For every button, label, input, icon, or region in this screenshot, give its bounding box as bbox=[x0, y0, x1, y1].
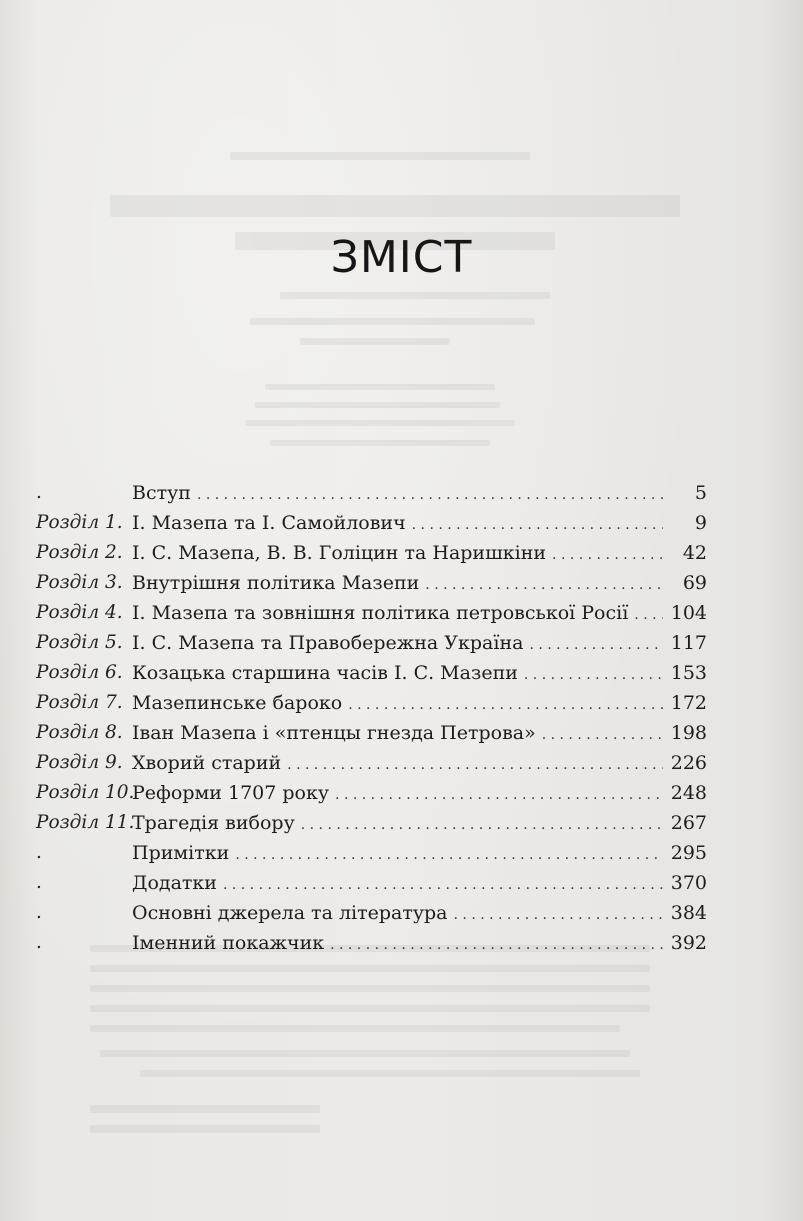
toc-row-label: Розділ 11. bbox=[36, 812, 135, 833]
bleed-through-line bbox=[265, 384, 495, 390]
toc-row-page: 295 bbox=[670, 842, 707, 864]
dot-leader bbox=[412, 510, 663, 540]
toc-row-page: 226 bbox=[670, 752, 707, 774]
dot-leader bbox=[235, 840, 663, 870]
toc-row-title: Хворий старий bbox=[132, 752, 282, 774]
dot-leader bbox=[301, 810, 663, 840]
dot-leader bbox=[552, 540, 663, 570]
toc-row-page: 198 bbox=[670, 722, 707, 744]
toc-row-page: 153 bbox=[670, 662, 707, 684]
toc-row bbox=[0, 838, 803, 868]
toc-row-title: Іменний покажчик bbox=[132, 932, 325, 954]
toc-row-title: Реформи 1707 року bbox=[132, 782, 330, 804]
bleed-through-line bbox=[270, 440, 490, 446]
bleed-through-line bbox=[90, 1025, 620, 1032]
toc-row-page: 172 bbox=[670, 692, 707, 714]
bleed-through-line bbox=[245, 420, 515, 426]
toc-row-label: Розділ 5. bbox=[36, 632, 123, 653]
toc-row bbox=[0, 808, 803, 838]
toc-row bbox=[0, 658, 803, 688]
toc-row-page: 104 bbox=[670, 602, 707, 624]
dot-leader bbox=[524, 660, 663, 690]
bleed-through-line bbox=[300, 338, 450, 345]
toc-row-title: І. С. Мазепа, В. В. Голіцин та Наришкіни bbox=[132, 542, 547, 564]
toc-row-title: І. Мазепа та зовнішня політика петровської Росії bbox=[132, 602, 629, 624]
dot-leader bbox=[454, 900, 663, 930]
dot-leader bbox=[335, 780, 663, 810]
toc-row-page: 384 bbox=[670, 902, 707, 924]
dot-leader bbox=[529, 630, 663, 660]
dot-leader bbox=[542, 720, 663, 750]
toc-row-label: Розділ 7. bbox=[36, 692, 123, 713]
toc-row bbox=[0, 898, 803, 928]
toc-row bbox=[0, 598, 803, 628]
dot-leader bbox=[634, 600, 663, 630]
toc-row bbox=[0, 568, 803, 598]
toc-row bbox=[0, 928, 803, 958]
bleed-through-line bbox=[100, 1050, 630, 1057]
toc-row-title: Примітки bbox=[132, 842, 230, 864]
toc-row-label: Розділ 4. bbox=[36, 602, 123, 623]
toc-row bbox=[0, 868, 803, 898]
toc-row-page: 42 bbox=[682, 542, 707, 564]
toc-row-label: . bbox=[36, 932, 42, 953]
bleed-through-line bbox=[280, 292, 550, 299]
toc-row-label: Розділ 6. bbox=[36, 662, 123, 683]
toc-row-title: Внутрішня політика Мазепи bbox=[132, 572, 420, 594]
toc-row-label: Розділ 2. bbox=[36, 542, 123, 563]
dot-leader bbox=[425, 570, 663, 600]
bleed-through-line bbox=[110, 195, 680, 217]
toc-row-label: . bbox=[36, 842, 42, 863]
toc-row-title: Вступ bbox=[132, 482, 191, 504]
toc-row-title: Основні джерела та література bbox=[132, 902, 448, 924]
toc-row-title: Трагедія вибору bbox=[132, 812, 295, 834]
toc-row bbox=[0, 538, 803, 568]
toc-row-page: 5 bbox=[694, 482, 707, 504]
toc-row-title: Іван Мазепа і «птенцы гнезда Петрова» bbox=[132, 722, 536, 744]
bleed-through-line bbox=[90, 1005, 650, 1012]
toc-row-label: . bbox=[36, 902, 42, 923]
bleed-through-line bbox=[90, 965, 650, 972]
toc-row bbox=[0, 628, 803, 658]
toc-row bbox=[0, 778, 803, 808]
bleed-through-line bbox=[90, 985, 650, 992]
toc-row bbox=[0, 718, 803, 748]
toc-row-title: Додатки bbox=[132, 872, 217, 894]
toc-row-page: 370 bbox=[670, 872, 707, 894]
toc-row-title: І. С. Мазепа та Правобережна Україна bbox=[132, 632, 524, 654]
toc-row-label: Розділ 10. bbox=[36, 782, 135, 803]
toc-row-page: 117 bbox=[670, 632, 707, 654]
toc-row-page: 248 bbox=[670, 782, 707, 804]
toc-row-label: Розділ 8. bbox=[36, 722, 123, 743]
toc-row bbox=[0, 508, 803, 538]
toc-row-label: . bbox=[36, 872, 42, 893]
page-title: ЗМІСТ bbox=[330, 232, 473, 283]
bleed-through-line bbox=[140, 1070, 640, 1077]
bleed-through-line bbox=[90, 1105, 320, 1113]
dot-leader bbox=[197, 480, 663, 510]
dot-leader bbox=[287, 750, 663, 780]
toc-row-label: . bbox=[36, 482, 42, 503]
dot-leader bbox=[223, 870, 663, 900]
bleed-through-line bbox=[250, 318, 535, 325]
toc-row-label: Розділ 9. bbox=[36, 752, 123, 773]
toc-row-label: Розділ 1. bbox=[36, 512, 123, 533]
toc-row-page: 69 bbox=[682, 572, 707, 594]
dot-leader bbox=[330, 930, 663, 960]
bleed-through-line bbox=[255, 402, 500, 408]
toc-row-page: 267 bbox=[670, 812, 707, 834]
toc-row-page: 392 bbox=[670, 932, 707, 954]
toc-row-page: 9 bbox=[694, 512, 707, 534]
dot-leader bbox=[348, 690, 663, 720]
bleed-through-line bbox=[230, 152, 530, 160]
bleed-through-line bbox=[90, 1125, 320, 1133]
toc-row-title: Козацька старшина часів І. С. Мазепи bbox=[132, 662, 518, 684]
toc-row-title: І. Мазепа та І. Самойлович bbox=[132, 512, 406, 534]
toc-row bbox=[0, 688, 803, 718]
toc-row bbox=[0, 478, 803, 508]
toc-row bbox=[0, 748, 803, 778]
toc-row-label: Розділ 3. bbox=[36, 572, 123, 593]
toc-row-title: Мазепинське бароко bbox=[132, 692, 343, 714]
